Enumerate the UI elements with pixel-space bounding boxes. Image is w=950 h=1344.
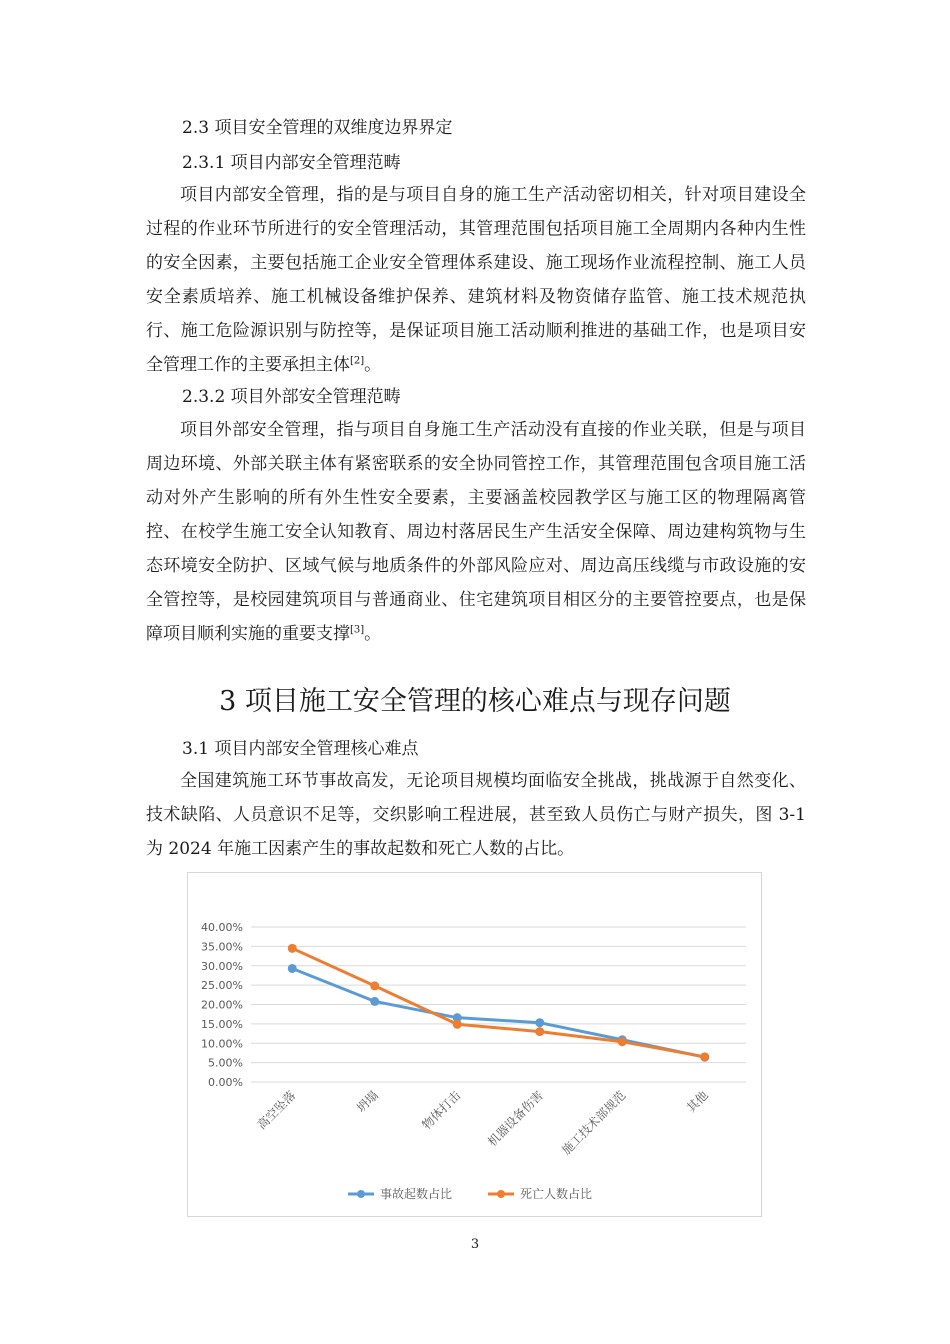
x-tick-label: 坍塌 xyxy=(353,1088,381,1116)
paragraph-external-safety xyxy=(146,413,806,651)
line-chart-svg xyxy=(188,873,763,1218)
series-line-1 xyxy=(292,968,705,1057)
x-tick-label: 高空坠落 xyxy=(254,1088,299,1133)
paragraph-text: 项目外部安全管理，指与项目自身施工生产活动没有直接的作业关联，但是与项目周边环境、外部关联主体有紧密联系的安全协同管控工作，其管理范围包含项目施工活动对外产生影响的所有外生性安全要素，主要涵盖校园教学区与施工区的物理隔离管控、在校学生施工安全认知教育、周边村落居民生产生活安全保障、周边建构筑物与生态环境安全防护、区域气候与地质条件的外部风险应对、周边高压线缆与市政设施的安全管控等，是校园建筑项目与普通商业、住宅建筑项目相区分的主要管控要点，也是保障项目顺利实施的重要支撑 xyxy=(146,420,806,644)
section-heading-3-1: 3.1 项目内部安全管理核心难点 xyxy=(182,739,419,759)
y-tick-label: 10.00% xyxy=(201,1037,243,1051)
x-tick-label: 施工技术部规范 xyxy=(559,1088,629,1158)
paragraph-text: 项目内部安全管理，指的是与项目自身的施工生产活动密切相关，针对项目建设全过程的作业环节所进行的安全管理活动，其管理范围包括项目施工全周期内各种内生性的安全因素，主要包括施工企业安全管理体系建设、施工现场作业流程控制、施工人员安全素质培养、施工机械设备维护保养、建筑材料及物资储存监管、施工技术规范执行、施工危险源识别与防控等，是保证项目施工活动顺利推进的基础工作，也是项目安全管理工作的主要承担主体 xyxy=(146,185,806,375)
page-number: 3 xyxy=(470,1237,480,1252)
legend-label: 死亡人数占比 xyxy=(520,1187,593,1201)
data-point xyxy=(453,1020,462,1029)
data-point xyxy=(288,964,297,973)
y-tick-label: 30.00% xyxy=(201,959,243,973)
y-tick-label: 40.00% xyxy=(201,921,243,934)
chapter-heading-3: 3 项目施工安全管理的核心难点与现存问题 xyxy=(219,686,731,717)
data-point xyxy=(288,944,297,953)
y-tick-label: 25.00% xyxy=(201,979,243,993)
y-tick-label: 20.00% xyxy=(201,998,243,1012)
data-point xyxy=(370,981,379,990)
data-point xyxy=(535,1018,544,1027)
y-tick-label: 35.00% xyxy=(201,940,243,954)
section-heading-2-3: 2.3 项目安全管理的双维度边界界定 xyxy=(182,118,453,138)
line-chart xyxy=(187,872,762,1217)
section-heading-2-3-2: 2.3.2 项目外部安全管理范畴 xyxy=(182,387,401,407)
data-point xyxy=(618,1037,627,1046)
y-tick-label: 0.00% xyxy=(208,1076,243,1089)
paragraph-end: 。 xyxy=(364,624,382,644)
section-heading-2-3-1: 2.3.1 项目内部安全管理范畴 xyxy=(182,153,401,173)
legend-marker xyxy=(357,1190,365,1198)
series-line-2 xyxy=(292,948,705,1057)
x-tick-label: 机器设备伤害 xyxy=(485,1088,546,1150)
x-tick-label: 其他 xyxy=(683,1088,711,1116)
data-point xyxy=(700,1052,709,1061)
x-tick-label: 物体打击 xyxy=(419,1088,464,1133)
paragraph-end: 。 xyxy=(364,355,382,375)
legend-label: 事故起数占比 xyxy=(380,1187,453,1201)
y-tick-label: 5.00% xyxy=(208,1056,243,1070)
citation-ref[interactable]: [3] xyxy=(350,624,365,636)
legend-marker xyxy=(497,1190,505,1198)
paragraph-internal-safety xyxy=(146,178,806,382)
citation-ref[interactable]: [2] xyxy=(350,355,365,367)
data-point xyxy=(370,997,379,1006)
y-tick-label: 15.00% xyxy=(201,1017,243,1031)
data-point xyxy=(535,1027,544,1036)
paragraph-core-difficulties: 全国建筑施工环节事故高发，无论项目规模均面临安全挑战，挑战源于自然变化、技术缺陷、人员意识不足等，交织影响工程进展，甚至致人员伤亡与财产损失，图 3-1 为 2024 年施工因素产生的事故起数和死亡人数的占比。 xyxy=(146,771,806,859)
